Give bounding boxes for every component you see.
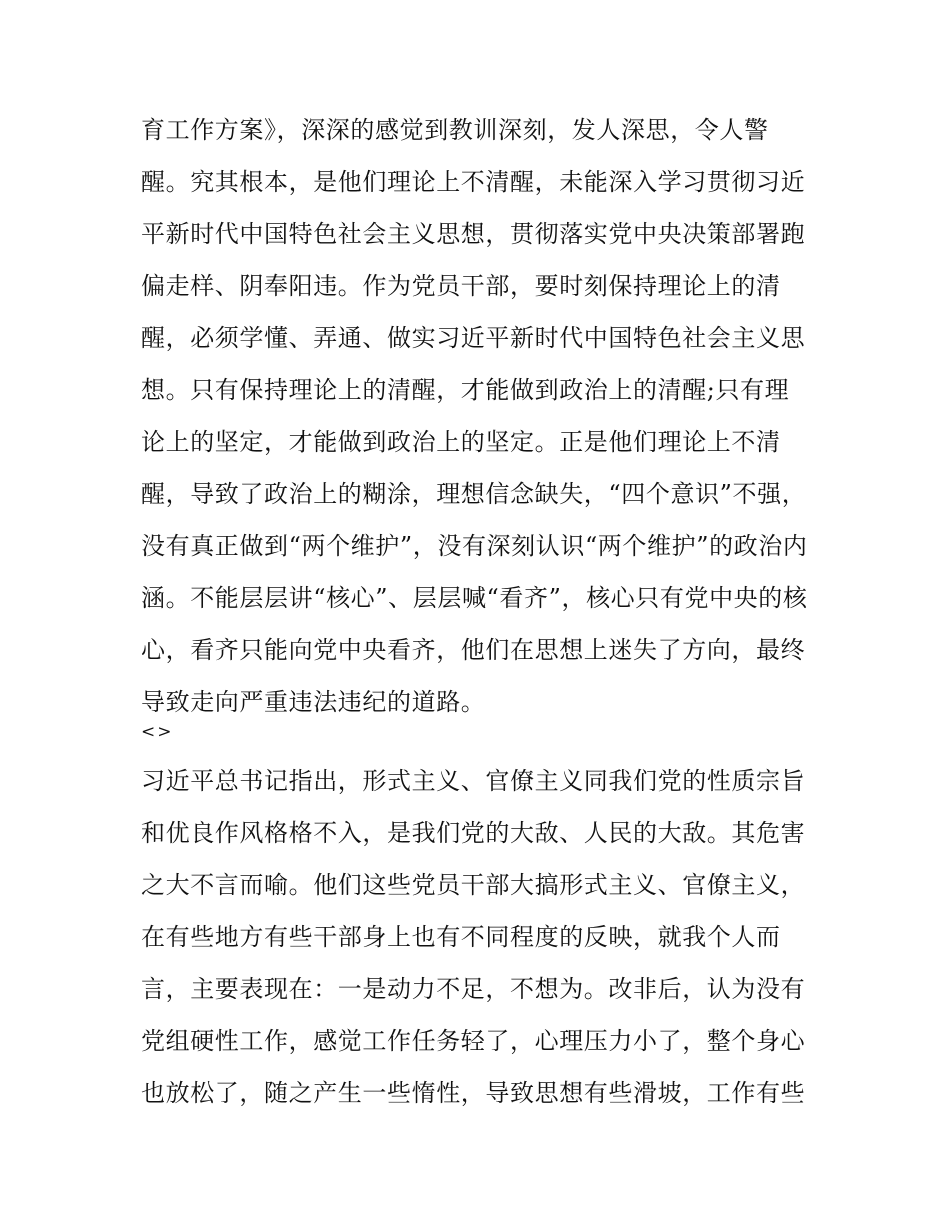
paragraph-line: 论上的坚定，才能做到政治上的坚定。正是他们理论上不清 bbox=[141, 428, 781, 456]
paragraph-1 bbox=[141, 104, 821, 728]
paragraph-line: 在有些地方有些干部身上也有不同程度的反映，就我个人而 bbox=[141, 923, 781, 951]
paragraph-line: 导致走向严重违法违纪的道路。 bbox=[141, 688, 486, 716]
paragraph-line: 醒，必须学懂、弄通、做实习近平新时代中国特色社会主义思 bbox=[141, 324, 806, 352]
paragraph-line: 偏走样、阴奉阳违。作为党员干部，要时刻保持理论上的清 bbox=[141, 272, 781, 300]
paragraph-line: 醒，导致了政治上的糊涂，理想信念缺失，“四个意识”不强， bbox=[141, 480, 807, 508]
paragraph-line: 想。只有保持理论上的清醒，才能做到政治上的清醒;只有理 bbox=[141, 376, 790, 404]
paragraph-line: 涵。不能层层讲“核心”、层层喊“看齐”，核心只有党中央的核 bbox=[141, 584, 808, 612]
section-marker: <> bbox=[141, 722, 174, 742]
paragraph-line: 心，看齐只能向党中央看齐，他们在思想上迷失了方向，最终 bbox=[141, 636, 806, 664]
paragraph-line: 党组硬性工作，感觉工作任务轻了，心理压力小了，整个身心 bbox=[141, 1027, 806, 1055]
paragraph-line: 言，主要表现在：一是动力不足，不想为。改非后，认为没有 bbox=[141, 975, 806, 1003]
paragraph-2 bbox=[141, 755, 821, 1119]
paragraph-line: 没有真正做到“两个维护”，没有深刻认识“两个维护”的政治内 bbox=[141, 532, 808, 560]
paragraph-line: 也放松了，随之产生一些惰性，导致思想有些滑坡，工作有些 bbox=[141, 1079, 806, 1107]
paragraph-line: 习近平总书记指出，形式主义、官僚主义同我们党的性质宗旨 bbox=[141, 767, 806, 795]
paragraph-line: 之大不言而喻。他们这些党员干部大搞形式主义、官僚主义， bbox=[141, 871, 806, 899]
paragraph-line: 醒。究其根本，是他们理论上不清醒，未能深入学习贯彻习近 bbox=[141, 168, 806, 196]
paragraph-line: 和优良作风格格不入，是我们党的大敌、人民的大敌。其危害 bbox=[141, 819, 806, 847]
paragraph-line: 育工作方案》，深深的感觉到教训深刻，发人深思，令人警 bbox=[141, 116, 769, 144]
paragraph-line: 平新时代中国特色社会主义思想，贯彻落实党中央决策部署跑 bbox=[141, 220, 806, 248]
